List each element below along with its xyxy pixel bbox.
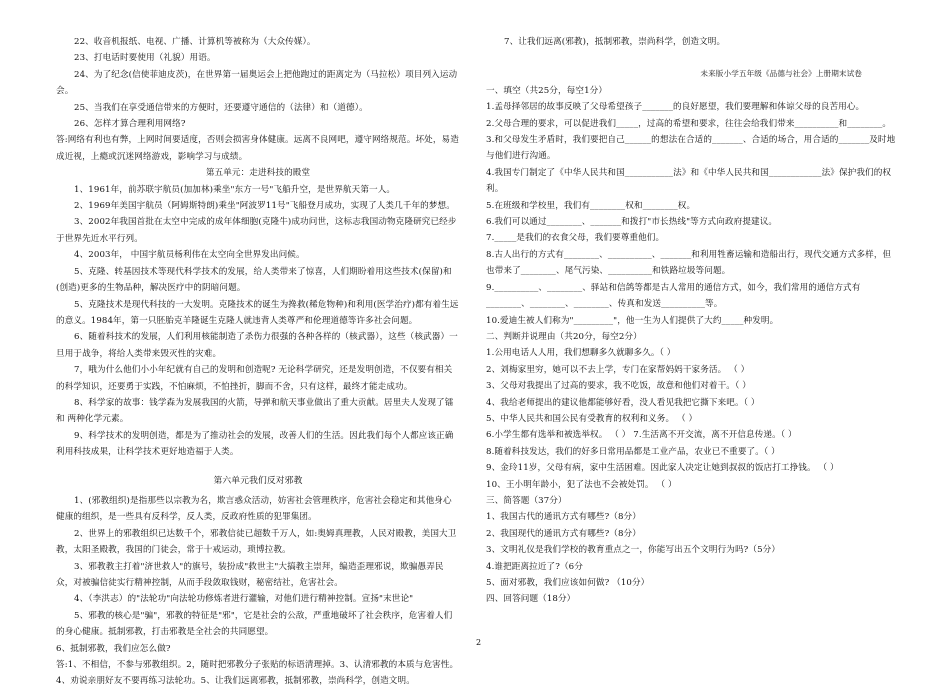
right-paragraph: 4.我国专门制定了《中华人民共和国___________法》和《中华人民共和国____________法》保护我们的权利。 [486, 167, 892, 195]
right-paragraph: 5、中华人民共和国公民有受教育的权利和义务。 （ ） [486, 413, 698, 424]
left-paragraph: 7，哦为什么他们小小年纪就有自己的发明和创造呢? 无论科学研究，还是发明创造，不仅要有相关的科学知识，还要勇于实践，不怕麻烦，不怕挫折，脚而不舍，只有这样，最终才能走成功。 [56, 365, 453, 392]
left-paragraph: 2、世界上的邪教组织已达数千个，邪教信徒已超数千万人，如:奥姆真理教，人民对殿教，美国大卫教，太阳圣殿教，我国的门徒会，常于十戒运动，琐博拉教。 [56, 528, 457, 556]
left-paragraph: 9、科学技术的发明创造，都是为了推动社会的发展，改善人们的生活。因此我们每个人都应该正确利用科技成果，让科学技术更好地造福于人类。 [56, 430, 454, 458]
right-paragraph [486, 58, 898, 66]
left-paragraph: 1、(邪教组织)是指那些以宗教为名，欺言惑众活动，妨害社会管理秩序，危害社会稳定和其他身心健康的组织，是一些具有反科学，反人类，反政府性质的犯罪集团。 [56, 495, 452, 523]
right-paragraph: 5.在班级和学校里，我们有________权和________权。 [486, 200, 696, 211]
right-paragraph: 1、我国古代的通讯方式有哪些?（8分） [486, 512, 641, 523]
right-paragraph: 二、判断并说理由（共20分，每空2分） [486, 331, 642, 342]
left-paragraph: 5、克隆、转基因技术等现代科学技术的发展，给人类带来了惊喜，人们期盼着用这些技术(保留)和(创造)更多的生物品种，解决医疗中的阴暗问题。 [56, 266, 452, 294]
left-paragraph: 24、为了纪念(信使菲迪皮茨)，在世界第一届奥运会上把他跑过的距离定为（马拉松）项目列入运动会。 [56, 69, 458, 97]
right-paragraph: 1.孟母择邻居的故事反映了父母希望孩子_______的良好愿望，我们要理解和体谅父母的良苦用心。 [486, 102, 865, 113]
right-paragraph: 6.我们可以通过________、_______和拨打"市长热线"等方式向政府提建议。 [486, 217, 778, 228]
left-column [56, 34, 460, 690]
left-paragraph: 23、打电话时要使用（礼貌）用语。 [74, 53, 216, 64]
right-paragraph [486, 50, 898, 58]
right-paragraph: 三、简答题（37分） [486, 495, 567, 506]
right-paragraph: 未来版小学五年级《品德与社会》上册期末试卷 [700, 69, 862, 79]
left-paragraph: 22、收音机报纸、电视、广播、计算机等被称为（大众传媒）。 [74, 37, 316, 47]
right-paragraph: 10、王小明年龄小，犯了法也不会被处罚。 （ ） [486, 479, 677, 490]
right-paragraph: 四、回答问题（18分） [486, 594, 576, 605]
right-column [486, 34, 898, 608]
left-paragraph: 3、2002年我国首批在太空中完成的成年体细胞(克隆牛)成功问世，这标志我国动物克隆研究已经步于世界先近水平行列。 [56, 217, 457, 244]
right-paragraph: 8.古人出行的方式有________、__________、_______和利用牲畜运输和造船出行，现代交通方式多样，但也带来了________、尾气污染、__________和铁路垃圾等问题。 [486, 249, 892, 277]
right-paragraph: 2.父母合理的要求，可以促进我们_____，过高的希望和要求，往往会给我们带来__________和________。 [486, 118, 892, 129]
left-paragraph: 26、怎样才算合理利用网络? [74, 119, 186, 130]
left-paragraph: 第五单元：走进科技的殿堂 [205, 168, 311, 179]
right-paragraph: 2、我国现代的通讯方式有哪些?（8分） [486, 528, 641, 539]
left-paragraph: 4、2003年， 中国宇航员杨利伟在太空向全世界发出问候。 [74, 250, 305, 261]
left-paragraph: 2、1969年美国宇航员（阿姆斯特朗)乘坐"阿波罗11号"飞船登月成功，实现了人类几千年的梦想。 [74, 201, 455, 212]
right-paragraph: 7、让我们远离(邪教)，抵制邪教，崇尚科学，创造文明。 [504, 37, 726, 47]
left-paragraph: 3、邪教教主打着"济世救人"的旗号，装扮成"救世主"大搞教主崇拜，编造歪理邪说，欺骗愚弄民众，对被骗信徒实行精神控制，从而手段敛取钱财，秘密结社，危害社会。 [56, 561, 444, 588]
right-paragraph: 5、面对邪教，我们应该如何做? （10分） [486, 578, 650, 588]
right-paragraph: 9.__________、________、驿站和信鸽等都是古人常用的通信方式，如今，我们常用的通信方式有________、________、________、传真和发送__________等。 [486, 282, 861, 310]
right-paragraph: 6.小学生都有选举和被选举权。 （ ） 7.生活离不开交流，离不开信息传递。（ ） [486, 430, 797, 441]
left-paragraph: 5、克隆技术是现代科技的一大发明。克隆技术的诞生为搀救(稀危物种)和利用(医学治疗)都有着生远的意义。1984年，第一只胚胎克羊隆诞生克隆人就违背人类尊严和伦理道德等许多社会问题。 [56, 299, 459, 326]
right-paragraph: 7._____是我们的衣食父母，我们要尊重他们。 [486, 233, 665, 244]
right-paragraph: 一、填空（共25分，每空1分） [486, 85, 608, 96]
left-paragraph: 6、抵制邪教，我们应怎么做? [56, 643, 171, 654]
right-paragraph: 3、文明礼仪是我们学校的教育重点之一，你能写出五个文明行为吗?（5分） [486, 545, 781, 556]
right-paragraph: 9、金玲11岁，父母有病，家中生活困难。因此家人决定让她到叔叔的饭店打工挣钱。 （ ） [486, 463, 839, 474]
right-paragraph: 4.谁把距离拉近了?（6分 [486, 561, 583, 572]
left-paragraph: 1、1961年，前苏联宇航员(加加林)乘坐"东方一号"飞船升空，是世界航天第一人。 [74, 184, 396, 195]
left-paragraph: 5、邪教的核心是"骗"，邪教的特征是"邪"，它是社会的公敌，严重地破坏了社会秩序，危害着人们的身心健康。抵制邪教，打击邪教是全社会的共同愿望。 [56, 610, 453, 638]
left-paragraph: 6、随着科技术的发展，人们利用核能制造了杀伤力很强的各种各样的（核武器），这些（核武器）一旦用于战争，将给人类带来毁灭性的灾难。 [56, 332, 458, 359]
right-paragraph: 3、父母对我提出了过高的要求，我不吃饭，故意和他们对着干。（ ） [486, 381, 751, 392]
right-paragraph: 2、刘梅家里穷，她可以不去上学，专门在家帮妈妈干家务活。 （ ） [486, 364, 750, 375]
right-paragraph: 4、我给老师提出的建议他都能够好看，没人看见我把它撕下来吧。（ ） [486, 397, 760, 408]
right-paragraph: 8.随着科技发达，我们的好多日常用品都是工业产品，农业已不重要了。（ ） [486, 446, 780, 457]
left-paragraph [56, 461, 460, 469]
page-number: 2 [476, 638, 482, 647]
left-paragraph: 答:1、不相信，不参与邪教组织。2，随时把邪教分子张贴的标语清理掉。3、认清邪教的本质与危害性。4、劝说亲朋好友不要再练习法轮功。5、让我们远离邪教，抵制邪教，崇尚科学，创造文明。 [56, 660, 459, 687]
right-paragraph: 1.公用电话人人用，我们想聊多久就聊多久。（ ） [486, 348, 676, 359]
left-paragraph: 第六单元我们反对邪教 [213, 475, 303, 486]
left-paragraph: 8、科学家的故事：钱学森为发展我国的火箭，导弹和航天事业做出了重大贡献。居里夫人发现了镭和 两种化学元素。 [56, 397, 454, 425]
right-paragraph: 10.爱迪生被人们称为"_________"，他一生为人们提供了大约_____种发明。 [486, 315, 779, 326]
left-paragraph: 答:网络有利也有弊，上网时间要适度，否则会损害身体健康。远离不良网吧，遵守网络规范。坏处，易造成近视，上瘾或沉迷网络游戏，影响学习与成绩。 [56, 135, 459, 162]
left-paragraph: 25、当我们在享受通信带来的方便时，还要遵守通信的（法律）和（道德）。 [74, 102, 368, 113]
right-paragraph: 3.和父母发生矛盾时，我们要把自己______的想法在合适的_______、合适的场合，用合适的_______及时地与他们进行沟通。 [486, 135, 896, 162]
left-paragraph: 4、（李洪志）的"法轮功"向法轮功修炼者进行灌输，对他们进行精神控制。宣扬"末世论" [74, 594, 414, 605]
